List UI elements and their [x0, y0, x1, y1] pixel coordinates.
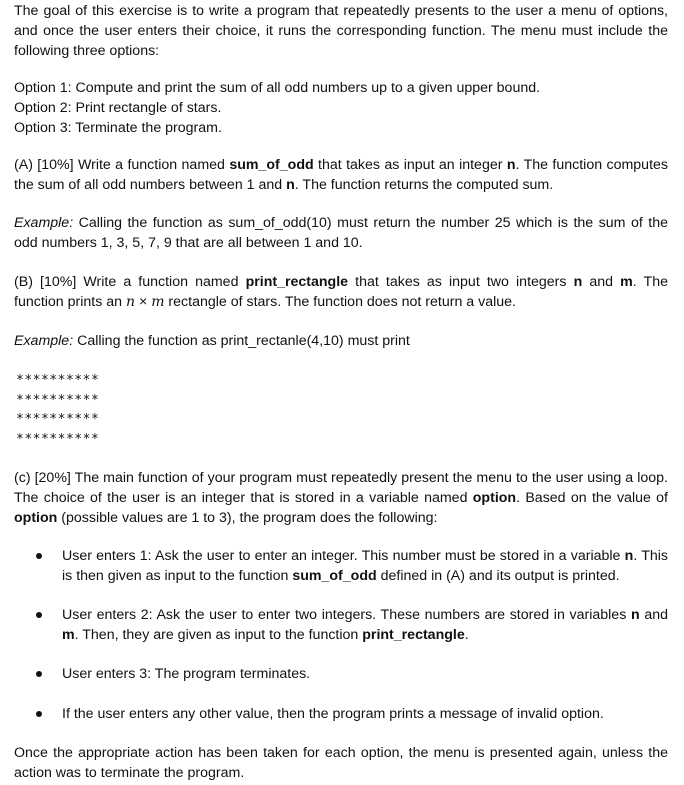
- bullet-text: If the user enters any other value, then the program prints a message of invalid option.: [62, 706, 604, 722]
- intro-paragraph: The goal of this exercise is to write a program that repeatedly presents to the user a menu of options, and once the user enters their choice, it runs the corresponding function. The menu must include the following three options:: [14, 3, 668, 59]
- stars-rectangle: [14, 371, 99, 449]
- math-m: m: [151, 294, 165, 310]
- part-a-text: (A) [10%] Write a function named: [14, 157, 230, 173]
- stars-row: **********: [16, 373, 100, 388]
- options-list: [14, 78, 668, 138]
- variable-n: n: [630, 607, 640, 623]
- example-a-paragraph: [14, 213, 668, 253]
- bullet-dot-icon: [36, 612, 42, 618]
- bullet-text: User enters 2: Ask the user to enter two integers. These numbers are stored in variables: [62, 607, 631, 623]
- bullet-text: defined in (A) and its output is printed.: [376, 568, 620, 584]
- part-b-text: . The function prints an: [14, 274, 669, 310]
- variable-option: option: [472, 490, 517, 506]
- bullet-dot-icon: [36, 671, 42, 677]
- function-name-sum-of-odd: sum_of_odd: [229, 157, 314, 173]
- bullet-dot-icon: [36, 553, 42, 559]
- variable-n: n: [286, 177, 295, 193]
- part-b-paragraph: [14, 272, 668, 312]
- bullet-item-2: [14, 605, 668, 645]
- function-name-sum-of-odd: sum_of_odd: [292, 568, 377, 584]
- option-2: Option 2: Print rectangle of stars.: [14, 100, 222, 116]
- variable-option: option: [14, 510, 58, 526]
- part-c-text: . Based on the value of: [516, 490, 668, 506]
- bullet-dot-icon: [36, 711, 42, 717]
- part-a-text: that takes as input an integer: [313, 157, 507, 173]
- math-n: n: [126, 294, 136, 310]
- part-c-text: (c) [20%] The main function of your program must repeatedly present the menu to the user using a loop. The choice of the user is an integer that is stored in a variable named: [14, 470, 668, 506]
- stars-row: **********: [16, 412, 100, 427]
- bullet-item-3: [14, 664, 668, 684]
- bullet-text: . This is then given as input to the function: [62, 548, 668, 584]
- example-label: Example:: [14, 215, 74, 231]
- variable-m: m: [620, 274, 633, 290]
- bullet-list: [14, 546, 668, 586]
- bullet-text: and: [639, 607, 668, 623]
- example-b-paragraph: [14, 331, 668, 351]
- function-name-print-rectangle: print_rectangle: [245, 274, 349, 290]
- bullet-text: User enters 1: Ask the user to enter an integer. This number must be stored in a variable: [62, 548, 625, 564]
- stars-row: **********: [16, 392, 100, 408]
- variable-n: n: [506, 157, 516, 173]
- stars-row: **********: [16, 431, 100, 447]
- bullet-list: [14, 664, 668, 684]
- function-name-print-rectangle: print_rectangle: [362, 627, 465, 643]
- bullet-text: .: [464, 627, 469, 643]
- bullet-list: [14, 605, 668, 645]
- part-b-text: and: [582, 274, 621, 290]
- example-b-text: Calling the function as print_rectanle(4,10) must print: [73, 333, 410, 349]
- example-a-text: Calling the function as sum_of_odd(10) must return the number 25 which is the sum of the odd numbers 1, 3, 5, 7, 9 that are all between 1 and 10.: [14, 215, 668, 251]
- bullet-list: [14, 704, 668, 724]
- part-b-text: that takes as input two integers: [348, 274, 574, 290]
- variable-n: n: [624, 548, 634, 564]
- part-a-paragraph: [14, 155, 668, 195]
- bullet-text: . Then, they are given as input to the function: [74, 627, 363, 643]
- part-a-text: . The function returns the computed sum.: [294, 177, 554, 193]
- variable-m: m: [62, 627, 75, 643]
- closing-paragraph: Once the appropriate action has been taken for each option, the menu is presented again, unless the action was to terminate the program.: [14, 745, 668, 781]
- bullet-item-1: [14, 546, 668, 586]
- variable-n: n: [573, 274, 583, 290]
- part-b-text: rectangle of stars. The function does not return a value.: [164, 294, 516, 310]
- part-b-text: (B) [10%] Write a function named: [14, 274, 246, 290]
- bullet-text: User enters 3: The program terminates.: [62, 666, 311, 682]
- times-symbol: ×: [135, 294, 152, 310]
- bullet-item-4: [14, 704, 668, 724]
- part-c-paragraph: [14, 468, 668, 528]
- part-c-text: (possible values are 1 to 3), the program does the following:: [57, 510, 438, 526]
- part-a-text: . The function computes the sum of all odd numbers between 1 and: [14, 157, 669, 193]
- option-1: Option 1: Compute and print the sum of all odd numbers up to a given upper bound.: [14, 80, 541, 96]
- option-3: Option 3: Terminate the program.: [14, 120, 222, 136]
- example-label: Example:: [14, 333, 74, 349]
